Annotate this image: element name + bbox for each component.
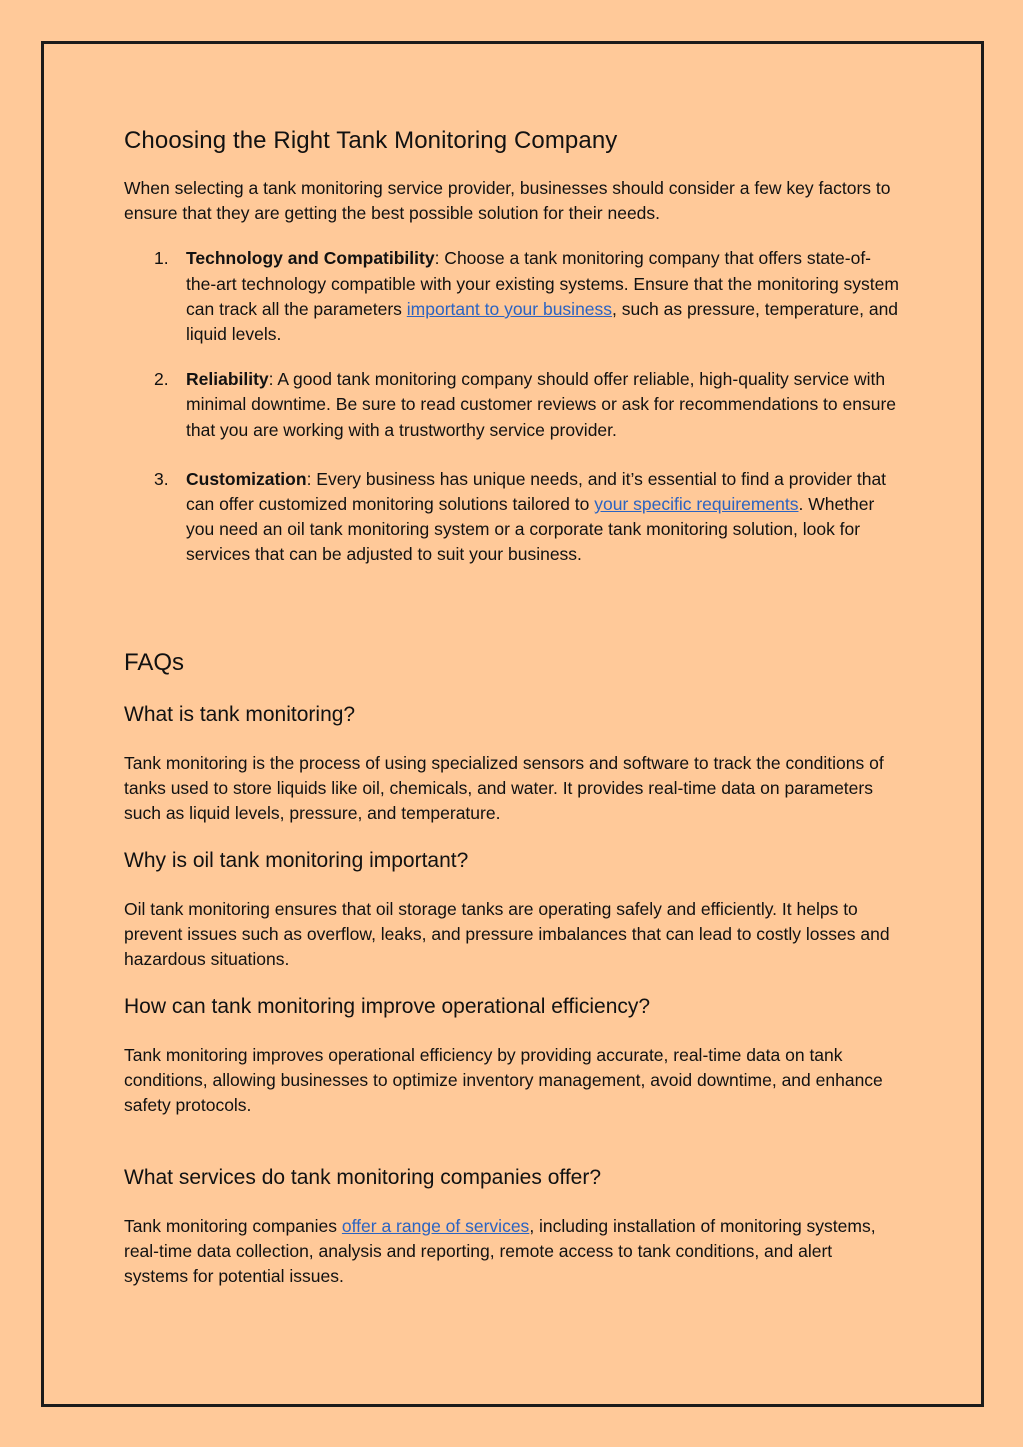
faq-answer: Tank monitoring improves operational efficiency by providing accurate, real-time data on tank conditions, allowing businesses to optimize inventory management, avoid downtime, and enhance safety protocols. xyxy=(124,1045,883,1116)
answer-text: , including installation of monitoring systems, real-time data collection, analysis and reporting, remote access to tank conditions, and alert systems for potential issues. xyxy=(124,1216,876,1287)
item-heading: Technology and Compatibility xyxy=(186,248,435,269)
document-content xyxy=(124,124,899,1287)
answer-text: Tank monitoring companies xyxy=(124,1216,342,1236)
faqs-title: FAQs xyxy=(124,649,185,676)
item-heading: Customization xyxy=(186,468,307,489)
faq-question: What services do tank monitoring companies offer? xyxy=(124,1166,602,1189)
item-text: , such as pressure, temperature, and liquid levels. xyxy=(186,298,899,345)
list-number: 3. xyxy=(154,468,169,489)
item-text: : Every business has unique needs, and it’s essential to find a provider that can offer customized monitoring solutions tailored to xyxy=(186,468,887,515)
list-item-customization xyxy=(124,467,899,568)
faq-answer: Oil tank monitoring ensures that oil storage tanks are operating safely and efficiently. It helps to prevent issues such as overflow, leaks, and pressure imbalances that can lead to costly losses and hazardous situations. xyxy=(124,899,890,970)
faq-question: Why is oil tank monitoring important? xyxy=(124,849,469,872)
list-item-reliability xyxy=(124,367,899,443)
list-item-technology xyxy=(124,246,899,347)
faq-answer xyxy=(124,1214,899,1290)
criteria-list xyxy=(124,246,899,567)
faq-question: What is tank monitoring? xyxy=(124,703,356,726)
list-number: 1. xyxy=(154,248,169,269)
offer-range-of-services-link[interactable]: offer a range of services xyxy=(341,1216,530,1236)
item-heading: Reliability xyxy=(186,369,269,390)
specific-requirements-link[interactable]: your specific requirements xyxy=(594,494,799,515)
item-text: : Choose a tank monitoring company that offers state-of-the-art technology compatible with your existing systems. Ensure that the monitoring system can track all the parameters xyxy=(186,248,899,319)
important-to-business-link[interactable]: important to your business xyxy=(406,298,613,319)
list-number: 2. xyxy=(154,369,169,390)
section-title: Choosing the Right Tank Monitoring Company xyxy=(124,127,618,154)
intro-paragraph: When selecting a tank monitoring service provider, businesses should consider a few key factors to ensure that they are getting the best possible solution for their needs. xyxy=(124,178,891,224)
item-text: : A good tank monitoring company should offer reliable, high-quality service with minimal downtime. Be sure to read customer reviews or ask for recommendations to ensure that you are working with a trustworthy service provider. xyxy=(186,369,897,440)
faq-question: How can tank monitoring improve operational efficiency? xyxy=(124,995,651,1018)
faq-answer: Tank monitoring is the process of using specialized sensors and software to track the conditions of tanks used to store liquids like oil, chemicals, and water. It provides real-time data on parameters such as liquid levels, pressure, and temperature. xyxy=(124,753,884,824)
item-text: . Whether you need an oil tank monitoring system or a corporate tank monitoring solution, look for services that can be adjusted to suit your business. xyxy=(186,494,875,565)
